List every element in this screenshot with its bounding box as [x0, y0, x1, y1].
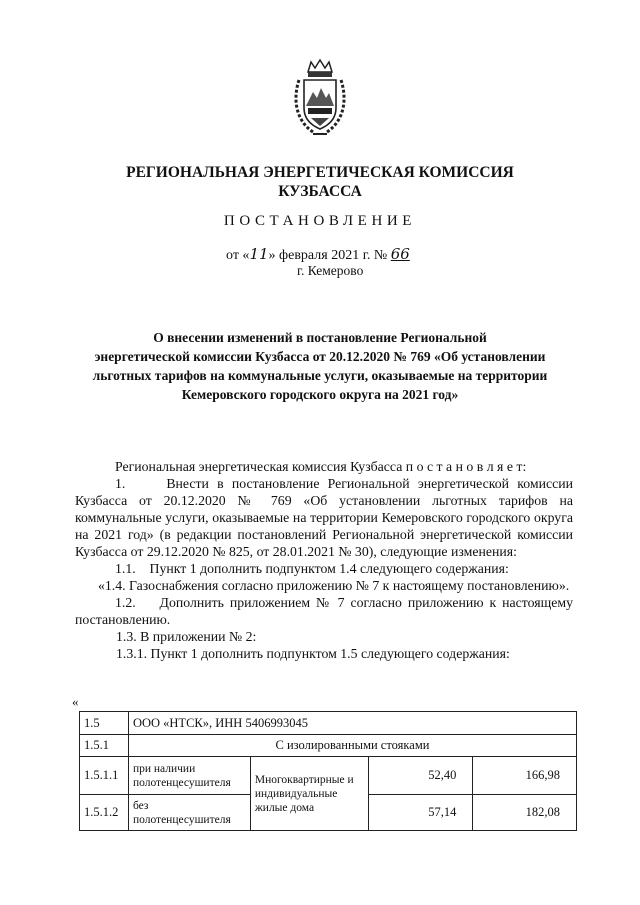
paragraph-1: 1. Внести в постановление Региональной энергетической комиссии Кузбасса от 20.12.2020 № 769 «Об установлении льготных тарифов на коммунальные услуги, оказываемые на территории Кемеровского городского округа на 2021 год» (в редакции постановлений Региональной энергетической комиссии Кузбасса от 29.12.2020 № 825, от 28.01.2021 № 30), следующие изменения: [75, 476, 573, 559]
document-body [75, 458, 573, 662]
quote-open-mark: « [72, 694, 79, 709]
paragraph-1-4-quote: «1.4. Газоснабжения согласно приложению № 7 к настоящему постановлению». [98, 578, 570, 593]
tariff-value: 57,14 [368, 795, 473, 831]
document-number: 66 [390, 245, 410, 263]
tariff-table [79, 711, 577, 831]
paragraph-1-3-1: 1.3.1. Пункт 1 дополнить подпунктом 1.5 следующего содержания: [116, 646, 510, 661]
tariff-value: 182,08 [473, 795, 577, 831]
date-prefix: от « [226, 248, 250, 263]
document-date-line [226, 245, 410, 264]
consumer-group: Многоквартирные и индивидуальные жилые дома [250, 757, 368, 831]
subject-line: О внесении изменений в постановление Региональной [153, 330, 487, 345]
coat-of-arms-icon [291, 58, 349, 138]
row-number: 1.5 [80, 712, 129, 735]
date-day: 11 [249, 245, 269, 263]
service-condition: без полотенцесушителя [128, 795, 250, 831]
tariff-value: 52,40 [368, 757, 473, 795]
tariff-value: 166,98 [473, 757, 577, 795]
organization-name-line1: РЕГИОНАЛЬНАЯ ЭНЕРГЕТИЧЕСКАЯ КОМИССИЯ [126, 164, 514, 181]
row-number: 1.5.1 [80, 735, 129, 757]
date-rest: » февраля 2021 г. № [268, 248, 391, 263]
subject-line: льготных тарифов на коммунальные услуги, оказываемые на территории [92, 368, 548, 383]
table-row [80, 757, 577, 795]
document-type: ПОСТАНОВЛЕНИЕ [223, 213, 417, 229]
paragraph-preamble: Региональная энергетическая комиссия Кузбасса п о с т а н о в л я е т: [115, 459, 527, 474]
service-condition: при наличии полотенцесушителя [128, 757, 250, 795]
row-number: 1.5.1.1 [80, 757, 129, 795]
paragraph-1-3: 1.3. В приложении № 2: [116, 629, 257, 644]
table-row [80, 735, 577, 757]
table-row [80, 712, 577, 735]
subject-line: Кемеровского городского округа на 2021 год» [181, 387, 459, 402]
organization-name-line2: КУЗБАССА [278, 183, 362, 200]
row-number: 1.5.1.2 [80, 795, 129, 831]
paragraph-1-2: 1.2. Дополнить приложением № 7 согласно приложению к настоящему постановлению. [75, 595, 573, 627]
subject-line: энергетической комиссии Кузбасса от 20.12.2020 № 769 «Об установлении [94, 349, 546, 364]
section-name: С изолированными стояками [128, 735, 576, 757]
city: г. Кемерово [297, 263, 364, 278]
paragraph-1-1: 1.1. Пункт 1 дополнить подпунктом 1.4 следующего содержания: [115, 561, 509, 576]
provider-name: ООО «НТСК», ИНН 5406993045 [128, 712, 576, 735]
document-subject [60, 328, 580, 404]
